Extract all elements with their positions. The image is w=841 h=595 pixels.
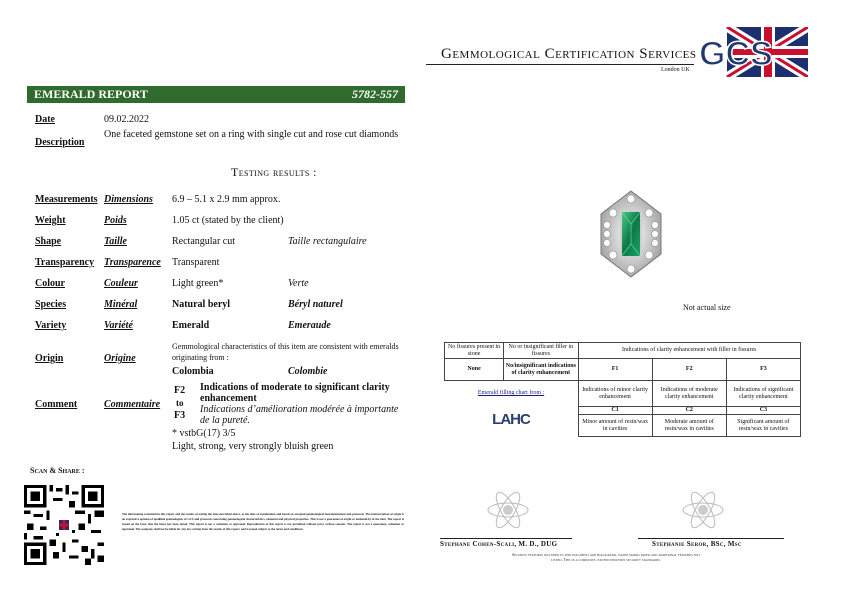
brand-location: London UK [661,67,690,73]
chart-f2: F2 [652,359,726,381]
scan-share-label: Scan & Share : [30,466,85,475]
comment-label-fr: Commentaire [104,399,161,410]
comment-code: * vstbG(17) 3/5 [172,428,236,439]
chart-c2: C2 [652,407,726,415]
legal-disclaimer: The information contained in this report and the results of testing the item described above, at the time of examination and based on accepted gemmological instrumentation and protocols. The interpretation of origin is an expressive opinion of qualified gemmologists of GCS and protocols concerning gemmological characteristics, chemical and physical properties. This is not a guarantee of origin or authenticity of the item. The report is issued on the basis that the items has been tested. This report is not a valuation or appraisal. Reproduction of this report is not permitted without prior written consent. The report is not a guarantee, valuation or appraisal. The company shall not be liable for any loss arising from the results of this report, and is issued subject to the terms and conditions. [122,512,404,531]
shape-value-fr: Taille rectangulaire [288,236,367,247]
signature-line-1 [440,538,572,539]
qr-code[interactable] [24,485,104,565]
report-header [27,86,405,103]
transparency-label-fr: Transparence [104,257,161,268]
description-value: One faceted gemstone set on a ring with single cut and rose cut diamonds [104,129,399,140]
chart-insignificant: No/insignificant indications of clarity enhancement [504,359,578,381]
chart-f1-desc: Indications of minor clarity enhancement [578,381,652,407]
clarity-chart [444,342,801,437]
chart-none: None [445,359,504,381]
chart-f3-desc: Indications of significant clarity enhancement [726,381,800,407]
transparency-label: Transparency [35,257,95,268]
comment-text-fr: Indications d’amélioration modérée à importante de la pureté. [200,404,399,426]
colour-value-fr: Verte [288,278,309,289]
chart-c3: C3 [726,407,800,415]
comment-color-desc: Light, strong, very strongly bluish green [172,441,334,452]
brand-name: Gemmological Certification Services [441,46,697,62]
shape-label-fr: Taille [104,236,127,247]
security-note: Security features included in this document are holograms, water marks paper and additional features not listed. This is a composite, exceed industry security standards. [511,552,701,562]
chart-f1: F1 [578,359,652,381]
origin-note: Gemmological characteristics of this item are consistent with emeralds originating from : [172,342,399,362]
comment-label: Comment [35,399,78,410]
chart-c1-desc: Minor amount of resin/wax in cavities [578,415,652,437]
origin-value-fr: Colombie [288,366,328,377]
chart-link-cell [445,381,579,407]
measurements-label: Measurements [35,194,98,205]
image-caption: Not actual size [683,303,731,312]
chart-source-link[interactable]: Emerald filling chart from : [477,390,545,397]
comment-text: Indications of moderate to significant clarity enhancement [200,382,390,404]
chart-c2-desc: Moderate amount of resin/wax in cavities [652,415,726,437]
signature-stamp-icon [679,486,727,534]
variety-label: Variety [35,320,67,331]
weight-value: 1.05 ct (stated by the client) [172,215,284,226]
description-label: Description [35,137,85,148]
chart-enhancement-header: Indications of clarity enhancement with filler in fissures [578,343,800,359]
date-label: Date [35,114,55,125]
comment-grade-from: F2 [174,385,186,396]
signature-line-2 [638,538,784,539]
shape-label: Shape [35,236,62,247]
chart-f2-desc: Indications of moderate clarity enhancement [652,381,726,407]
transparency-value: Transparent [172,257,220,268]
variety-value-fr: Emeraude [288,320,331,331]
measurements-value: 6.9 – 5.1 x 2.9 mm approx. [172,194,281,205]
weight-label: Weight [35,215,66,226]
species-label: Species [35,299,67,310]
chart-insignificant-header: No or insignificant filler in fissures [504,343,578,359]
chart-c1: C1 [578,407,652,415]
chart-none-header: No fissures present in stone [445,343,504,359]
lab-logo: LAHC [492,411,530,428]
colour-value: Light green* [172,278,224,289]
gcs-logo [697,27,808,77]
chart-f3: F3 [726,359,800,381]
logo-text: GCS [699,35,773,73]
report-title: EMERALD REPORT [34,87,148,101]
origin-label-fr: Origine [104,353,136,364]
lab-logo-cell [445,407,579,437]
species-value: Natural beryl [172,299,231,310]
weight-label-fr: Poids [104,215,127,226]
comment-grade-to: to [176,398,184,408]
origin-value: Colombia [172,366,214,377]
variety-value: Emerald [172,320,210,331]
signature-name-1: Stephane Cohen-Scali, M. D., DUG [440,540,558,548]
chart-c3-desc: Significant amount of resin/wax in cavities [726,415,800,437]
measurements-label-fr: Dimensions [104,194,153,205]
comment-grade-upto: F3 [174,410,186,421]
signature-stamp-icon [484,486,532,534]
colour-label-fr: Couleur [104,278,138,289]
signature-name-2: Stephanie Seror, BSc, Msc [652,540,742,548]
date-value: 09.02.2022 [104,114,149,125]
colour-label: Colour [35,278,65,289]
origin-label: Origin [35,353,64,364]
variety-label-fr: Variété [104,320,133,331]
species-label-fr: Minéral [104,299,138,310]
shape-value: Rectangular cut [172,236,236,247]
report-number: 5782-557 [352,87,398,101]
testing-results-heading: Testing results : [231,165,317,179]
species-value-fr: Béryl naturel [288,299,343,310]
ring-photo [591,189,671,279]
brand-divider [426,64,694,65]
